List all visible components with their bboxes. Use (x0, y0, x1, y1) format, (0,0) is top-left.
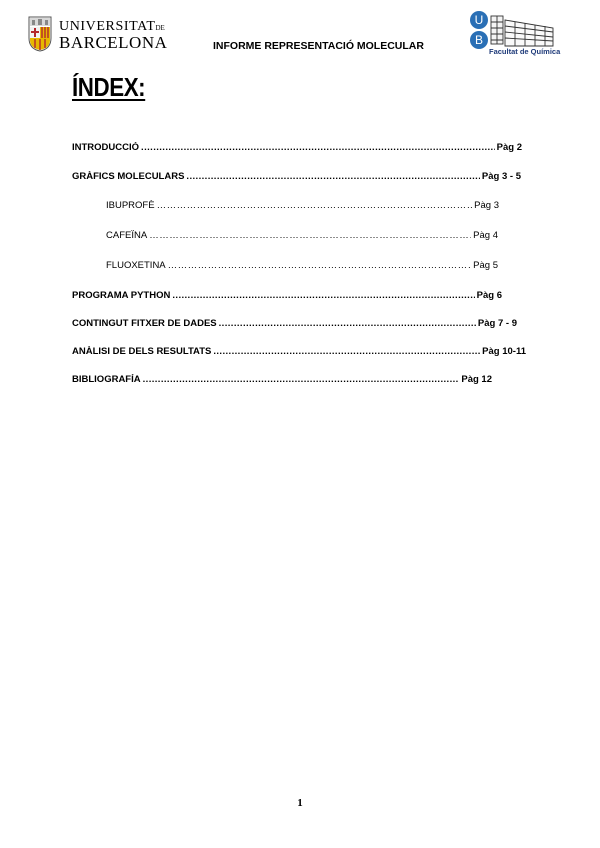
ub-shield-icon (28, 16, 52, 52)
toc-entry-grafics-moleculars[interactable] (72, 171, 521, 182)
toc-leader (141, 142, 495, 153)
toc-label: ANÀLISI DE DELS RESULTATS (72, 346, 212, 357)
faculty-name: Facultat de Química (489, 47, 561, 56)
faculty-building-icon (469, 10, 557, 50)
fq-letter-u: U (474, 13, 484, 27)
toc-leader (157, 200, 473, 211)
toc-page: Pàg 7 - 9 (477, 318, 517, 329)
toc-page: Pàg 5 (473, 260, 498, 271)
fq-letter-b: B (474, 33, 484, 47)
toc-leader (186, 171, 480, 182)
toc-entry-fluoxetina[interactable] (106, 260, 498, 271)
toc-leader (143, 374, 460, 385)
toc-leader (149, 230, 471, 241)
header-title: INFORME REPRESENTACIÓ MOLECULAR (213, 40, 424, 52)
toc-page: Pàg 4 (473, 230, 498, 241)
toc-entry-ibuprofe[interactable] (106, 200, 499, 211)
toc-label: CONTINGUT FITXER DE DADES (72, 318, 217, 329)
toc-label: FLUOXETINA (106, 260, 166, 271)
toc-entry-bibliografia[interactable] (72, 374, 492, 385)
toc-page: Pàg 6 (476, 290, 502, 301)
toc-entry-introduccio[interactable] (72, 142, 522, 153)
toc-leader (172, 290, 474, 301)
toc-leader (219, 318, 476, 329)
toc-label: BIBLIOGRAFÍA (72, 374, 141, 385)
toc-page: Pàg 12 (461, 374, 492, 385)
page-number: 1 (297, 797, 303, 809)
toc-leader (213, 346, 480, 357)
faculty-logo (469, 10, 561, 58)
ub-name-line1: UNIVERSITAT (59, 19, 156, 34)
ub-name-line2: BARCELONA (59, 33, 168, 52)
toc-label: IBUPROFÈ (106, 200, 155, 211)
toc-page: Pàg 3 (474, 200, 499, 211)
toc-page: Pàg 10-11 (482, 346, 526, 357)
toc-page: Pàg 3 - 5 (481, 171, 521, 182)
toc-leader (168, 260, 472, 271)
toc-entry-cafeina[interactable] (106, 230, 498, 241)
toc-label: INTRODUCCIÓ (72, 142, 140, 153)
toc-label: PROGRAMA PYTHON (72, 290, 171, 301)
toc-entry-contingut-fitxer[interactable] (72, 318, 517, 329)
toc-entry-analisi-resultats[interactable] (72, 346, 526, 357)
toc-entry-programa-python[interactable] (72, 290, 502, 301)
ub-name-de: DE (155, 24, 165, 32)
university-logo (28, 16, 168, 54)
toc-label: GRÀFICS MOLECULARS (72, 171, 185, 182)
toc-page: Pàg 2 (496, 142, 522, 153)
page-title: ÍNDEX: (72, 72, 146, 102)
toc-label: CAFEÏNA (106, 230, 148, 241)
